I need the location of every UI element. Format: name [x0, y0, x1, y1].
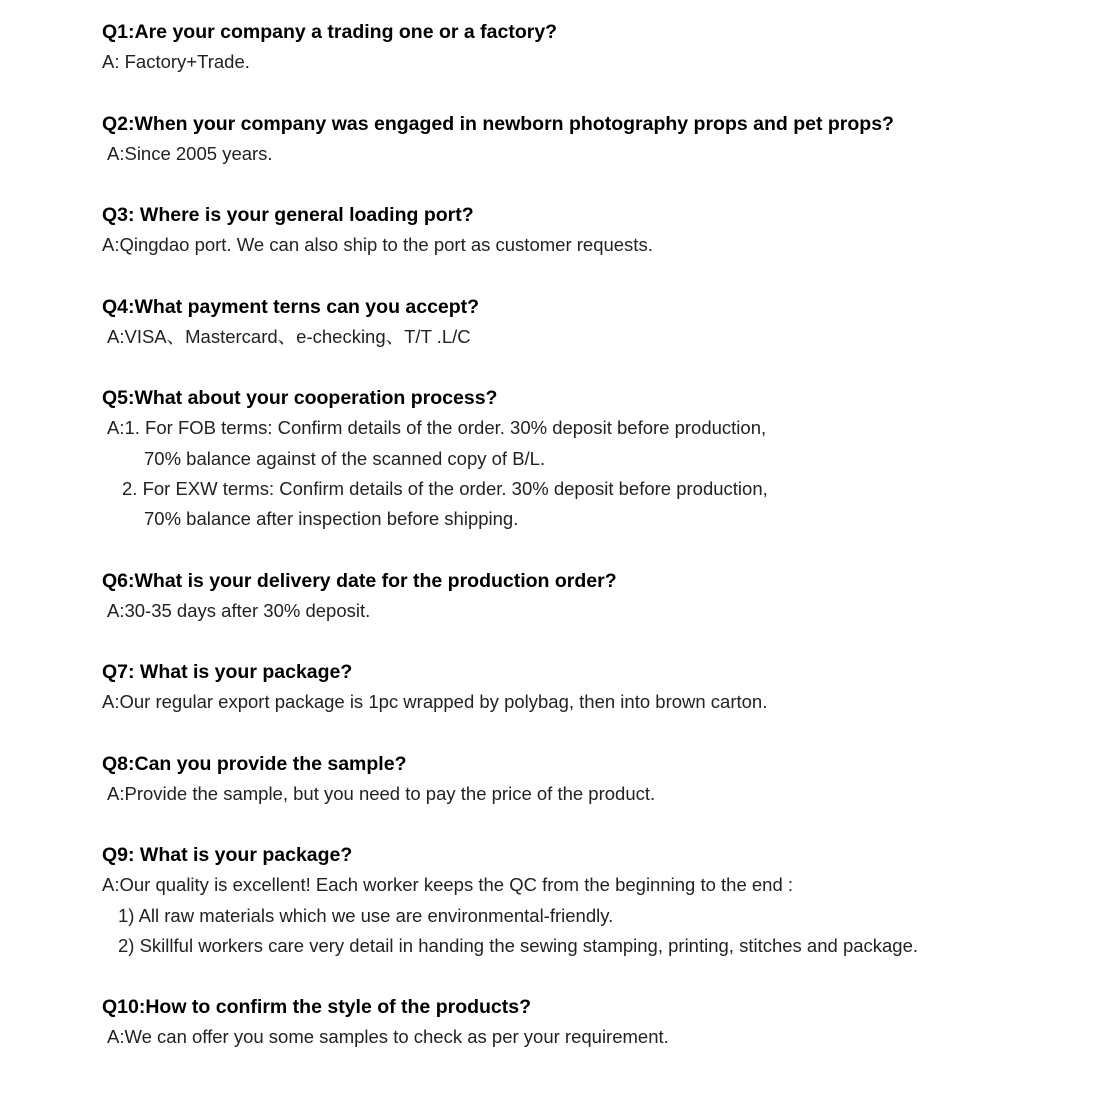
faq-answer-3: A:Qingdao port. We can also ship to the port as customer requests.	[102, 234, 653, 255]
faq-answer-9-line-1: A:Our quality is excellent! Each worker keeps the QC from the beginning to the end :	[102, 874, 794, 895]
faq-answer-1: A: Factory+Trade.	[102, 51, 250, 72]
faq-question-6: Q6:What is your delivery date for the production order?	[102, 570, 617, 592]
faq-question-2: Q2:When your company was engaged in newborn photography props and pet props?	[102, 113, 894, 135]
faq-answer-2: A:Since 2005 years.	[107, 143, 273, 164]
faq-question-7: Q7: What is your package?	[102, 661, 353, 683]
faq-answer-5-line-1: A:1. For FOB terms: Confirm details of the order. 30% deposit before production,	[107, 417, 767, 438]
faq-answer-4: A:VISA、Mastercard、e-checking、T/T .L/C	[107, 326, 471, 347]
faq-answer-5-line-3: 2. For EXW terms: Confirm details of the order. 30% deposit before production,	[122, 478, 768, 499]
faq-answer-9-line-3: 2) Skillful workers care very detail in handing the sewing stamping, printing, stitches and package.	[118, 935, 919, 956]
faq-question-5: Q5:What about your cooperation process?	[102, 387, 498, 409]
faq-answer-5-line-4: 70% balance after inspection before shipping.	[144, 508, 519, 529]
faq-answer-7: A:Our regular export package is 1pc wrapped by polybag, then into brown carton.	[102, 691, 768, 712]
faq-answer-8: A:Provide the sample, but you need to pay the price of the product.	[107, 783, 656, 804]
faq-answer-10: A:We can offer you some samples to check as per your requirement.	[107, 1026, 669, 1047]
faq-question-4: Q4:What payment terns can you accept?	[102, 296, 480, 318]
faq-question-9: Q9: What is your package?	[102, 844, 353, 866]
faq-question-3: Q3: Where is your general loading port?	[102, 204, 474, 226]
faq-question-10: Q10:How to confirm the style of the products?	[102, 996, 532, 1018]
faq-answer-6: A:30-35 days after 30% deposit.	[107, 600, 371, 621]
faq-answer-9-line-2: 1) All raw materials which we use are environmental-friendly.	[118, 905, 614, 926]
faq-question-8: Q8:Can you provide the sample?	[102, 753, 407, 775]
faq-answer-5-line-2: 70% balance against of the scanned copy of B/L.	[144, 448, 546, 469]
faq-question-1: Q1:Are your company a trading one or a factory?	[102, 21, 558, 43]
